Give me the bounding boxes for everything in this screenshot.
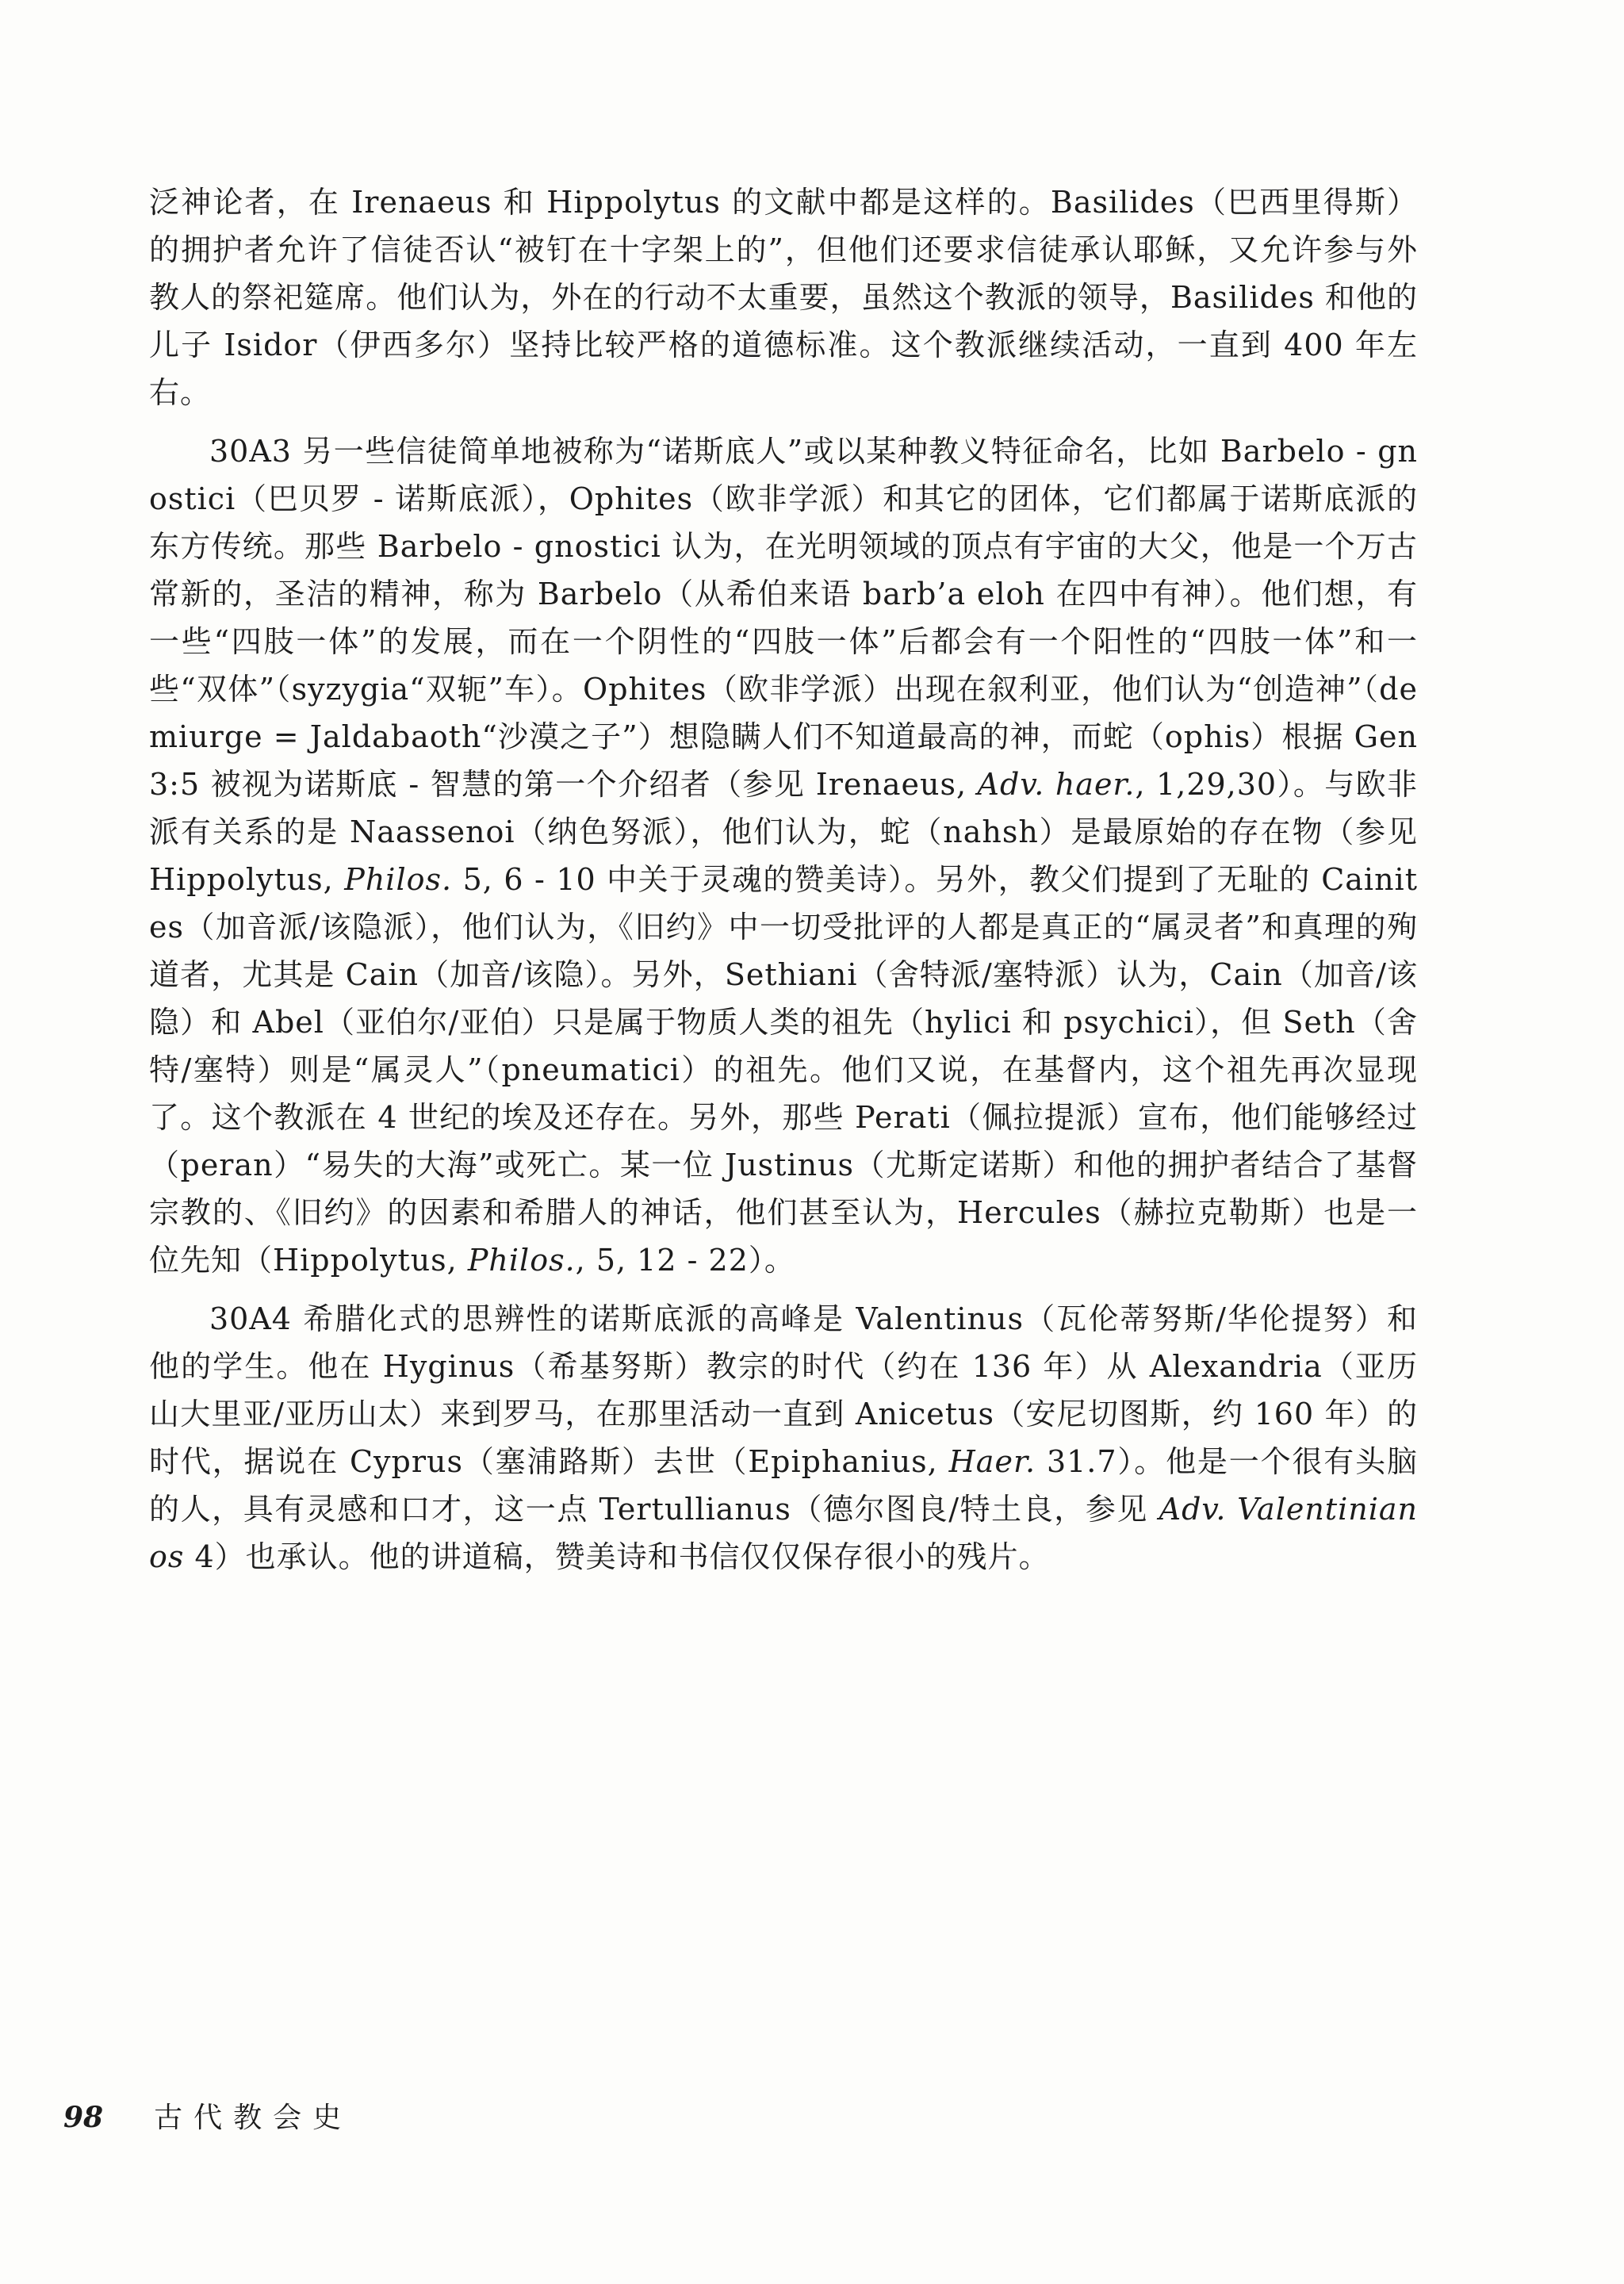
text-run: 4）也承认。他的讲道稿，赞美诗和书信仅仅保存很小的残片。 [184, 1539, 1050, 1574]
italic-citation: Adv. haer. [977, 767, 1136, 802]
italic-citation: Adv. Valentinianos [149, 1492, 1418, 1574]
italic-citation: Haer. [948, 1444, 1036, 1479]
text-run: , 1,29,30）。与欧非派有关系的是 Naassenoi（纳色努派），他们认为，蛇（nahsh）是最原始的存在物（参见 Hippolytus, [149, 767, 1419, 897]
text-run: 31.7）。他是一个很有头脑的人，具有灵感和口才，这一点 Tertullianus（德尔图良/特土良，参见 [149, 1444, 1418, 1527]
italic-citation: Philos. [467, 1243, 576, 1278]
text-run: 30A3 另一些信徒简单地被称为“诺斯底人”或以某种教义特征命名，比如 Barbelo - gnostici（巴贝罗 - 诺斯底派），Ophites（欧非学派）和其它的团体，它们都属于诺斯底派的东方传统。那些 Barbelo - gnostici 认为，在光明领域的顶点有宇宙的大父，他是一个万古常新的，圣洁的精神，称为 Barbelo（从希伯来语 barb’a eloh 在四中有神）。他们想，有一些“四肢一体”的发展，而在一个阴性的“四肢一体”后都会有一个阳性的“四肢一体”和一些“双体”（syzygia“双轭”车）。Ophites（欧非学派）出现在叙利亚，他们认为“创造神”（demiurge = Jaldabaoth“沙漠之子”）想隐瞒人们不知道最高的神，而蛇（ophis）根据 Gen 3:5 被视为诺斯底 - 智慧的第一个介绍者（参见 Irenaeus, [149, 434, 1418, 802]
paragraph [149, 427, 1418, 1284]
paragraph [149, 178, 1418, 416]
body-text [149, 178, 1418, 1581]
text-run: 泛神论者，在 Irenaeus 和 Hippolytus 的文献中都是这样的。Basilides（巴西里得斯）的拥护者允许了信徒否认“被钉在十字架上的”，但他们还要求信徒承认耶稣，又允许参与外教人的祭祀筵席。他们认为，外在的行动不太重要，虽然这个教派的领导，Basilides 和他的儿子 Isidor（伊西多尔）坚持比较严格的道德标准。这个教派继续活动，一直到 400 年左右。 [149, 185, 1418, 410]
text-run: 5, 6 - 10 中关于灵魂的赞美诗）。另外，教父们提到了无耻的 Cainites（加音派/该隐派），他们认为，《旧约》中一切受批评的人都是真正的“属灵者”和真理的殉道者，尤其是 Cain（加音/该隐）。另外，Sethiani（舍特派/塞特派）认为，Cain（加音/该隐）和 Abel（亚伯尔/亚伯）只是属于物质人类的祖先（hylici 和 psychici），但 Seth（舍特/塞特）则是“属灵人”（pneumatici）的祖先。他们又说，在基督内，这个祖先再次显现了。这个教派在 4 世纪的埃及还存在。另外，那些 Perati（佩拉提派）宣布，他们能够经过（peran）“易失的大海”或死亡。某一位 Justinus（尤斯定诺斯）和他的拥护者结合了基督宗教的、《旧约》的因素和希腊人的神话，他们甚至认为，Hercules（赫拉克勒斯）也是一位先知（Hippolytus, [149, 862, 1418, 1278]
italic-citation: Philos. [344, 862, 453, 897]
text-run: , 5, 12 - 22）。 [575, 1243, 795, 1278]
paragraph [149, 1295, 1418, 1581]
page-number: 98 [63, 2101, 104, 2134]
page-footer [63, 2095, 352, 2136]
text-run: 30A4 希腊化式的思辨性的诺斯底派的高峰是 Valentinus（瓦伦蒂努斯/华伦提努）和他的学生。他在 Hyginus（希基努斯）教宗的时代（约在 136 年）从 Alexandria（亚历山大里亚/亚历山太）来到罗马，在那里活动一直到 Anicetus（安尼切图斯，约 160 年）的时代，据说在 Cyprus（塞浦路斯）去世（Epiphanius, [149, 1301, 1418, 1479]
running-title: 古代教会史 [154, 2102, 353, 2134]
